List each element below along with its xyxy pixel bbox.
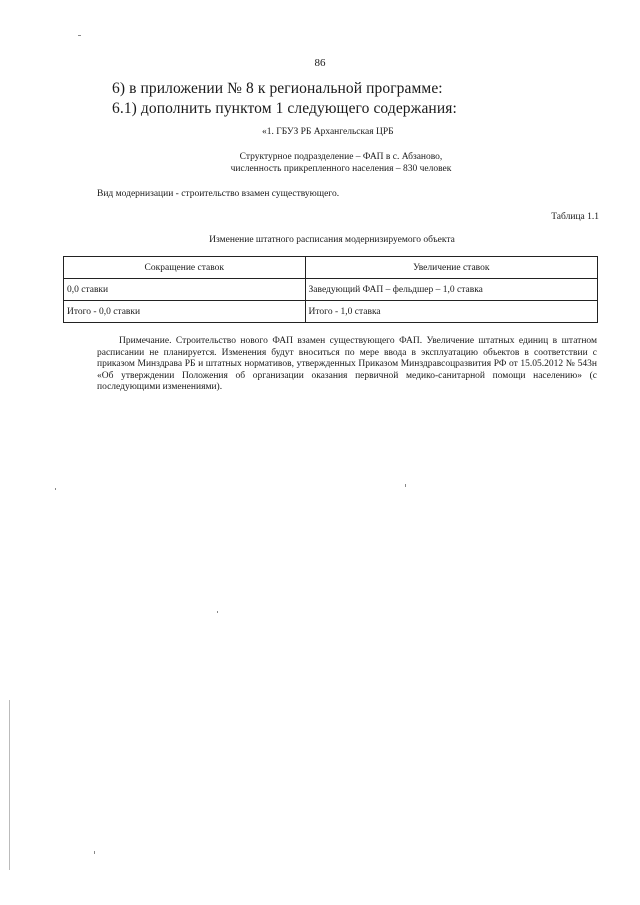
table-cell: Заведующий ФАП – фельдшер – 1,0 ставка (305, 279, 597, 301)
scan-speck (55, 488, 56, 490)
table-cell: Итого - 1,0 ставка (305, 301, 597, 323)
subdivision-line-2: численность прикрепленного населения – 830 человек (230, 164, 452, 174)
scan-speck (405, 484, 406, 487)
header-reduction: Сокращение ставок (64, 257, 306, 279)
header-increase: Увеличение ставок (305, 257, 597, 279)
scan-speck (78, 35, 81, 36)
subdivision-line-1: Структурное подразделение – ФАП в с. Абзаново, (239, 152, 443, 162)
note-paragraph: Примечание. Строительство нового ФАП взамен существующего ФАП. Увеличение штатных единиц в штатном расписании не планируется. Изменения будут вноситься по мере ввода в эксплуатацию объектов в соответствии с приказом Минздрава РБ и штатных нормативов, утвержденных Приказом Минздравсоцразвития РФ от 15.05.2012 № 543н «Об утверждении Положения об организации оказания первичной медико-санитарной помощи населению» (с последующими изменениями). (97, 336, 597, 392)
amendment-heading-line-1: 6) в приложении № 8 к региональной программе: (112, 80, 443, 97)
table-header-row (64, 257, 598, 279)
amendment-heading-line-2: 6.1) дополнить пунктом 1 следующего содержания: (112, 100, 457, 117)
organization-name: «1. ГБУЗ РБ Архангельская ЦРБ (262, 127, 394, 137)
scan-margin-line (9, 700, 10, 870)
page-number: 86 (314, 57, 326, 69)
scan-speck (94, 851, 95, 854)
table-title: Изменение штатного расписания модернизируемого объекта (209, 235, 455, 245)
scan-speck (217, 611, 218, 613)
subdivision-block (0, 151, 640, 175)
modernization-type: Вид модернизации - строительство взамен существующего. (97, 189, 340, 199)
table-cell: Итого - 0,0 ставки (64, 301, 306, 323)
staffing-change-table (63, 256, 598, 323)
table-row (64, 279, 598, 301)
table-row (64, 301, 598, 323)
table-caption: Таблица 1.1 (551, 212, 599, 222)
table-cell: 0,0 ставки (64, 279, 306, 301)
